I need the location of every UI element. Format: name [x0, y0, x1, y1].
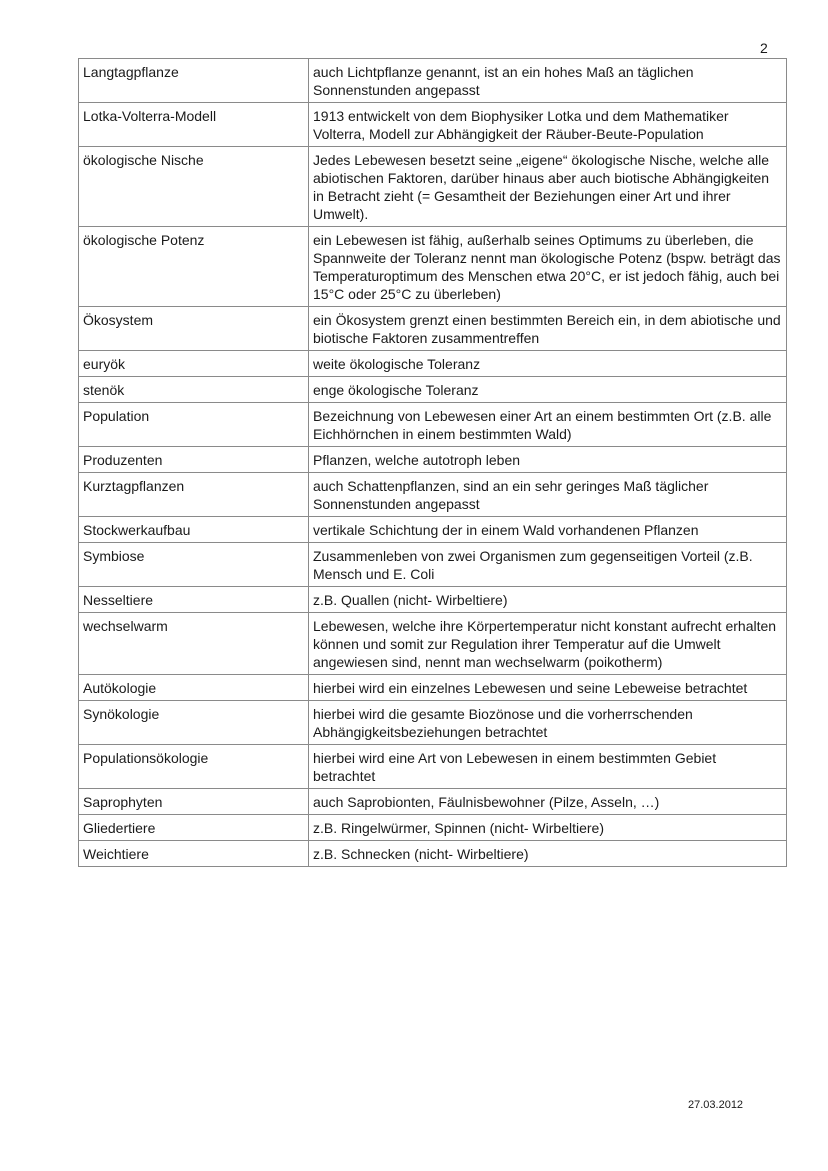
definition-cell: auch Lichtpflanze genannt, ist an ein hohes Maß an täglichen Sonnenstunden angepasst: [309, 59, 787, 103]
table-row: [79, 447, 787, 473]
term-cell: Weichtiere: [79, 841, 309, 867]
definition-cell: z.B. Schnecken (nicht- Wirbeltiere): [309, 841, 787, 867]
definition-cell: z.B. Quallen (nicht- Wirbeltiere): [309, 587, 787, 613]
term-cell: Stockwerkaufbau: [79, 517, 309, 543]
table-row: [79, 59, 787, 103]
definition-cell: Lebewesen, welche ihre Körpertemperatur nicht konstant aufrecht erhalten können und somit zur Regulation ihrer Temperatur auf die Umwelt angewiesen sind, nennt man wechselwarm (poikotherm): [309, 613, 787, 675]
term-cell: stenök: [79, 377, 309, 403]
definition-cell: hierbei wird die gesamte Biozönose und die vorherrschenden Abhängigkeitsbeziehungen betrachtet: [309, 701, 787, 745]
glossary-table: [78, 58, 787, 867]
definition-cell: ein Lebewesen ist fähig, außerhalb seines Optimums zu überleben, die Spannweite der Toleranz nennt man ökologische Potenz (bspw. beträgt das Temperaturoptimum des Menschen etwa 20°C, er ist jedoch fähig, auch bei 15°C oder 25°C zu überleben): [309, 227, 787, 307]
term-cell: Autökologie: [79, 675, 309, 701]
table-row: [79, 745, 787, 789]
definition-cell: 1913 entwickelt von dem Biophysiker Lotka und dem Mathematiker Volterra, Modell zur Abhängigkeit der Räuber-Beute-Population: [309, 103, 787, 147]
table-row: [79, 307, 787, 351]
term-cell: Gliedertiere: [79, 815, 309, 841]
definition-cell: hierbei wird ein einzelnes Lebewesen und seine Lebeweise betrachtet: [309, 675, 787, 701]
table-row: [79, 587, 787, 613]
definition-cell: vertikale Schichtung der in einem Wald vorhandenen Pflanzen: [309, 517, 787, 543]
term-cell: Symbiose: [79, 543, 309, 587]
table-row: [79, 473, 787, 517]
table-row: [79, 815, 787, 841]
term-cell: Ökosystem: [79, 307, 309, 351]
table-row: [79, 841, 787, 867]
table-row: [79, 377, 787, 403]
table-row: [79, 103, 787, 147]
footer-date: 27.03.2012: [688, 1099, 744, 1111]
term-cell: Population: [79, 403, 309, 447]
definition-cell: Jedes Lebewesen besetzt seine „eigene“ ökologische Nische, welche alle abiotischen Faktoren, darüber hinaus aber auch biotische Abhängigkeiten in Betracht zieht (= Gesamtheit der Beziehungen einer Art und ihrer Umwelt).: [309, 147, 787, 227]
table-row: [79, 227, 787, 307]
term-cell: Nesseltiere: [79, 587, 309, 613]
term-cell: Langtagpflanze: [79, 59, 309, 103]
definition-cell: Bezeichnung von Lebewesen einer Art an einem bestimmten Ort (z.B. alle Eichhörnchen in einem bestimmten Wald): [309, 403, 787, 447]
definition-cell: weite ökologische Toleranz: [309, 351, 787, 377]
definition-cell: Pflanzen, welche autotroph leben: [309, 447, 787, 473]
table-row: [79, 701, 787, 745]
table-row: [79, 351, 787, 377]
table-row: [79, 675, 787, 701]
term-cell: ökologische Nische: [79, 147, 309, 227]
term-cell: euryök: [79, 351, 309, 377]
table-row: [79, 147, 787, 227]
glossary-body: [79, 59, 787, 867]
table-row: [79, 403, 787, 447]
term-cell: Populationsökologie: [79, 745, 309, 789]
term-cell: Saprophyten: [79, 789, 309, 815]
definition-cell: enge ökologische Toleranz: [309, 377, 787, 403]
definition-cell: Zusammenleben von zwei Organismen zum gegenseitigen Vorteil (z.B. Mensch und E. Coli: [309, 543, 787, 587]
definition-cell: ein Ökosystem grenzt einen bestimmten Bereich ein, in dem abiotische und biotische Faktoren zusammentreffen: [309, 307, 787, 351]
term-cell: ökologische Potenz: [79, 227, 309, 307]
term-cell: Produzenten: [79, 447, 309, 473]
definition-cell: auch Schattenpflanzen, sind an ein sehr geringes Maß täglicher Sonnenstunden angepasst: [309, 473, 787, 517]
term-cell: wechselwarm: [79, 613, 309, 675]
table-row: [79, 613, 787, 675]
definition-cell: auch Saprobionten, Fäulnisbewohner (Pilze, Asseln, …): [309, 789, 787, 815]
term-cell: Synökologie: [79, 701, 309, 745]
term-cell: Kurztagpflanzen: [79, 473, 309, 517]
page-number: 2: [760, 40, 768, 56]
table-row: [79, 789, 787, 815]
definition-cell: hierbei wird eine Art von Lebewesen in einem bestimmten Gebiet betrachtet: [309, 745, 787, 789]
table-row: [79, 517, 787, 543]
table-row: [79, 543, 787, 587]
term-cell: Lotka-Volterra-Modell: [79, 103, 309, 147]
definition-cell: z.B. Ringelwürmer, Spinnen (nicht- Wirbeltiere): [309, 815, 787, 841]
